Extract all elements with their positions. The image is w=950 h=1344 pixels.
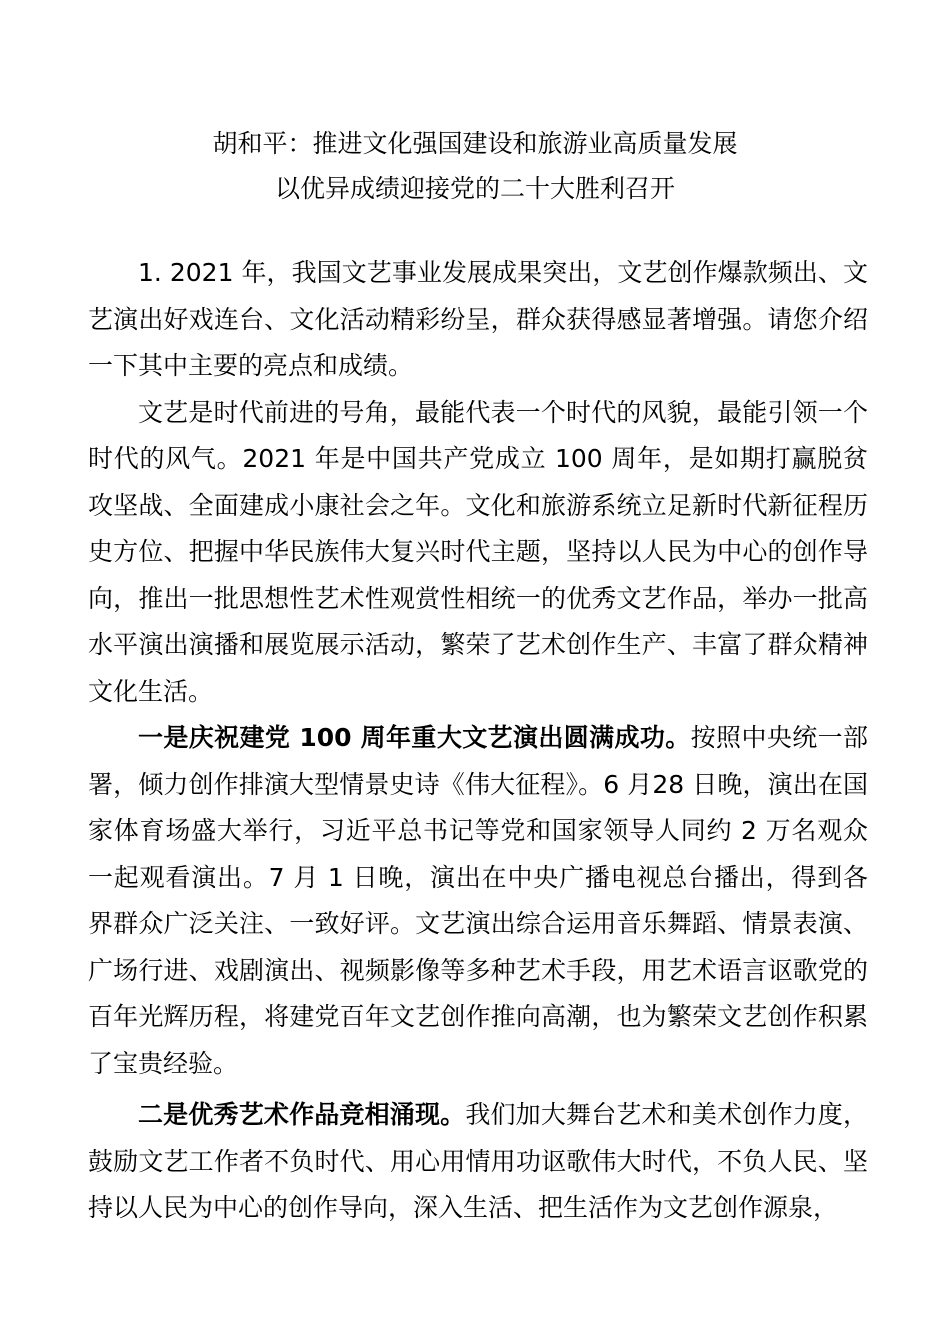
point-1-heading: 一是庆祝建党 100 周年重大文艺演出圆满成功。 — [138, 723, 691, 752]
document-body — [88, 250, 868, 1232]
point-1-paragraph — [88, 715, 868, 1087]
point-1-body: 按照中央统一部署，倾力创作排演大型情景史诗《伟大征程》。6 月28 日晚，演出在国家体育场盛大举行，习近平总书记等党和国家领导人同约 2 万名观众一起观看演出。7 月 1 日晚，演出在中央广播电视总台播出，得到各界群众广泛关注、一致好评。文艺演出综合运用音乐舞蹈、情景表演、广场行进、戏剧演出、视频影像等多种艺术手段，用艺术语言讴歌党的百年光辉历程，将建党百年文艺创作推向高潮，也为繁荣文艺创作积累了宝贵经验。 — [88, 723, 868, 1078]
document-title-line-2: 以优异成绩迎接党的二十大胜利召开 — [274, 174, 675, 203]
point-2-body: 我们加大舞台艺术和美术创作力度， 鼓励文艺工作者不负时代、用心用情用功讴歌伟大时代，不负人民、坚持以人民为中心的创作导向，深入生活、把生活作为文艺创作源泉， — [88, 1100, 868, 1222]
answer-intro-paragraph: 文艺是时代前进的号角，最能代表一个时代的风貌，最能引领一个时代的风气。2021 年是中国共产党成立 100 周年，是如期打赢脱贫攻坚战、全面建成小康社会之年。文化和旅游系统立足新时代新征程历史方位、把握中华民族伟大复兴时代主题，坚持以人民为中心的创作导向，推出一批思想性艺术性观赏性相统一的优秀文艺作品，举办一批高水平演出演播和展览展示活动，繁荣了艺术创作生产、丰富了群众精神文化生活。 — [88, 397, 868, 706]
question-paragraph: 1. 2021 年，我国文艺事业发展成果突出，文艺创作爆款频出、文艺演出好戏连台、文化活动精彩纷呈，群众获得感显著增强。请您介绍一下其中主要的亮点和成绩。 — [88, 258, 868, 380]
point-2-paragraph — [88, 1092, 868, 1232]
document-title-line-1: 胡和平：推进文化强国建设和旅游业高质量发展 — [212, 129, 738, 158]
point-2-heading: 二是优秀艺术作品竞相涌现。 — [138, 1100, 466, 1129]
